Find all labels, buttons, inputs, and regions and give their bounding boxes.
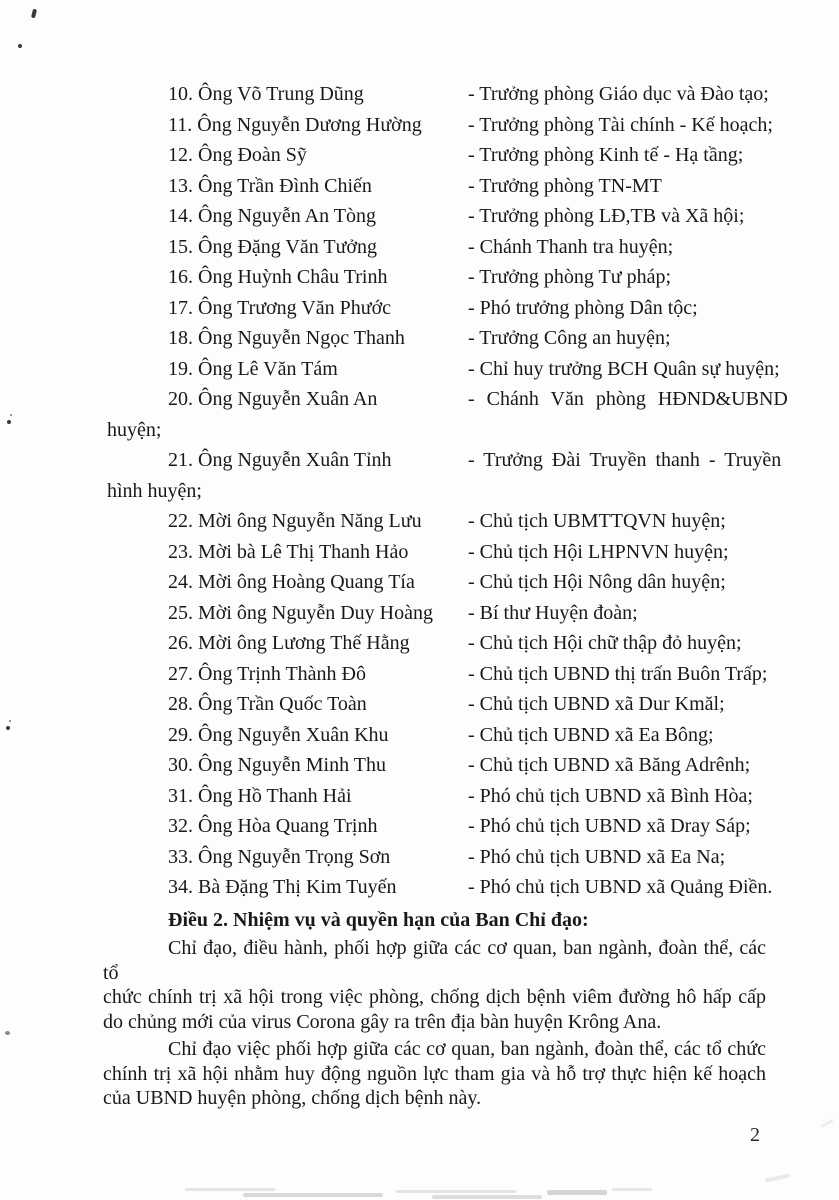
member-name: 33. Ông Nguyễn Trọng Sơn [168, 845, 391, 868]
list-item [103, 140, 766, 171]
member-name: 19. Ông Lê Văn Tám [168, 357, 338, 380]
member-name: 34. Bà Đặng Thị Kim Tuyến [168, 876, 397, 898]
member-name: 32. Ông Hòa Quang Trịnh [168, 815, 378, 837]
member-title-continuation: hình huyện; [107, 479, 202, 502]
list-item [103, 323, 766, 354]
scan-speck [18, 44, 22, 48]
member-title: - Chủ tịch UBND xã Dur Kmăl; [468, 693, 725, 715]
list-item [103, 79, 769, 110]
member-name: 25. Mời ông Nguyễn Duy Hoàng [168, 601, 433, 624]
member-name: 30. Ông Nguyễn Minh Thu [168, 754, 386, 776]
scan-smudge [612, 1188, 652, 1191]
page-number: 2 [750, 1124, 760, 1146]
member-name: 15. Ông Đặng Văn Tưởng [168, 235, 377, 258]
member-title: - Trưởng Công an huyện; [468, 327, 671, 349]
member-name: 21. Ông Nguyễn Xuân Tỉnh [168, 449, 392, 471]
scan-smudge [396, 1190, 516, 1193]
member-title: - Trưởng phòng TN-MT [468, 174, 662, 197]
scan-speck [7, 420, 11, 424]
scan-smudge [185, 1188, 275, 1191]
scan-smudge [432, 1195, 542, 1199]
list-item [103, 171, 766, 202]
list-item [103, 628, 766, 659]
scan-smudge [765, 1173, 790, 1182]
member-title: - Phó chủ tịch UBND xã Bình Hòa; [468, 784, 753, 807]
list-item [103, 384, 788, 415]
member-list [103, 79, 788, 903]
list-item [103, 811, 766, 842]
member-title: - Chủ tịch Hội Nông dân huyện; [468, 571, 726, 593]
member-name: 28. Ông Trần Quốc Toàn [168, 693, 367, 715]
list-item [103, 750, 766, 781]
member-name: 29. Ông Nguyễn Xuân Khu [168, 723, 389, 746]
member-name: 27. Ông Trịnh Thành Đô [168, 662, 366, 685]
member-name: 14. Ông Nguyễn An Tòng [168, 205, 376, 227]
list-item [103, 201, 766, 232]
list-item [103, 262, 766, 293]
member-name: 18. Ông Nguyễn Ngọc Thanh [168, 327, 405, 349]
list-item [103, 720, 766, 751]
member-name: 24. Mời ông Hoàng Quang Tía [168, 571, 415, 593]
paragraph-line: do chủng mới của virus Corona gây ra trên địa bàn huyện Krông Ana. [103, 1010, 662, 1033]
list-item [103, 598, 766, 629]
scan-speck [31, 9, 37, 19]
member-title: - Trưởng phòng Tư pháp; [468, 266, 672, 288]
member-name: 12. Ông Đoàn Sỹ [168, 144, 307, 166]
member-name: 22. Mời ông Nguyễn Năng Lưu [168, 510, 422, 532]
list-item [103, 842, 766, 873]
member-title: - Chủ tịch UBND xã Ea Bông; [468, 723, 714, 746]
member-name: 10. Ông Võ Trung Dũng [168, 83, 364, 105]
member-name: 11. Ông Nguyễn Dương Hường [168, 113, 422, 136]
paragraph-line: Chỉ đạo việc phối hợp giữa các cơ quan, ban ngành, đoàn thể, các tổ chức [168, 1038, 766, 1060]
member-title: - Chủ tịch UBND xã Băng Adrênh; [468, 754, 751, 776]
member-title: - Chủ tịch UBMTTQVN huyện; [468, 510, 726, 532]
scan-speck [9, 720, 11, 722]
member-title-continuation: huyện; [107, 418, 162, 441]
list-item [103, 293, 766, 324]
list-item [103, 232, 766, 263]
list-item [103, 445, 782, 476]
scan-speck [10, 414, 12, 416]
body-paragraph [103, 1037, 766, 1111]
scan-speck [6, 726, 10, 730]
member-title: - Trưởng Đài Truyền thanh - Truyền [468, 449, 782, 471]
member-title: - Chủ tịch Hội LHPNVN huyện; [468, 540, 729, 563]
section-paragraphs [103, 936, 766, 1111]
member-name: 16. Ông Huỳnh Châu Trinh [168, 266, 388, 288]
member-name: 23. Mời bà Lê Thị Thanh Hảo [168, 540, 409, 563]
scan-smudge [820, 1119, 834, 1129]
member-name: 20. Ông Nguyễn Xuân An [168, 388, 378, 410]
scan-smudge [243, 1193, 383, 1197]
list-item [103, 567, 766, 598]
member-title: - Chánh Thanh tra huyện; [468, 235, 674, 258]
member-title: - Trưởng phòng Kinh tế - Hạ tầng; [468, 144, 744, 166]
list-item [103, 781, 766, 812]
member-name: 26. Mời ông Lương Thế Hằng [168, 632, 410, 654]
paragraph-line: Chỉ đạo, điều hành, phối hợp giữa các cơ quan, ban ngành, đoàn thể, các tổ [103, 937, 766, 984]
member-title: - Phó chủ tịch UBND xã Dray Sáp; [468, 815, 751, 837]
body-paragraph [103, 936, 766, 1034]
member-title: - Trưởng phòng Tài chính - Kế hoạch; [468, 113, 773, 136]
list-item [103, 537, 766, 568]
member-title: - Trưởng phòng LĐ,TB và Xã hội; [468, 205, 745, 227]
paragraph-line: chính trị xã hội nhằm huy động nguồn lực tham gia và hỗ trợ thực hiện kế hoạch [103, 1062, 766, 1085]
member-name: 31. Ông Hồ Thanh Hải [168, 784, 352, 807]
member-title: - Trưởng phòng Giáo dục và Đào tạo; [468, 83, 769, 105]
list-item [103, 354, 780, 385]
scan-speck [5, 1031, 10, 1035]
paragraph-line: chức chính trị xã hội trong việc phòng, chống dịch bệnh viêm đường hô hấp cấp [103, 986, 766, 1008]
member-title: - Chánh Văn phòng HĐND&UBND [468, 388, 788, 410]
member-title: - Phó chủ tịch UBND xã Ea Na; [468, 845, 726, 868]
list-item [103, 689, 766, 720]
member-title: - Phó chủ tịch UBND xã Quảng Điền. [468, 876, 773, 898]
member-title: - Chủ tịch UBND thị trấn Buôn Trấp; [468, 662, 768, 685]
member-title: - Chỉ huy trưởng BCH Quân sự huyện; [468, 357, 780, 380]
scan-smudge [547, 1190, 607, 1195]
member-name: 17. Ông Trương Văn Phước [168, 296, 392, 319]
section-heading: Điều 2. Nhiệm vụ và quyền hạn của Ban Chỉ đạo: [168, 908, 589, 931]
paragraph-line: của UBND huyện phòng, chống dịch bệnh này. [103, 1087, 482, 1109]
list-item [103, 506, 766, 537]
member-title: - Phó trưởng phòng Dân tộc; [468, 296, 698, 319]
member-title: - Bí thư Huyện đoàn; [468, 601, 638, 624]
list-item [103, 659, 766, 690]
member-name: 13. Ông Trần Đình Chiến [168, 174, 372, 197]
member-title: - Chủ tịch Hội chữ thập đỏ huyện; [468, 632, 742, 654]
list-item [103, 872, 773, 903]
list-item [103, 110, 773, 141]
